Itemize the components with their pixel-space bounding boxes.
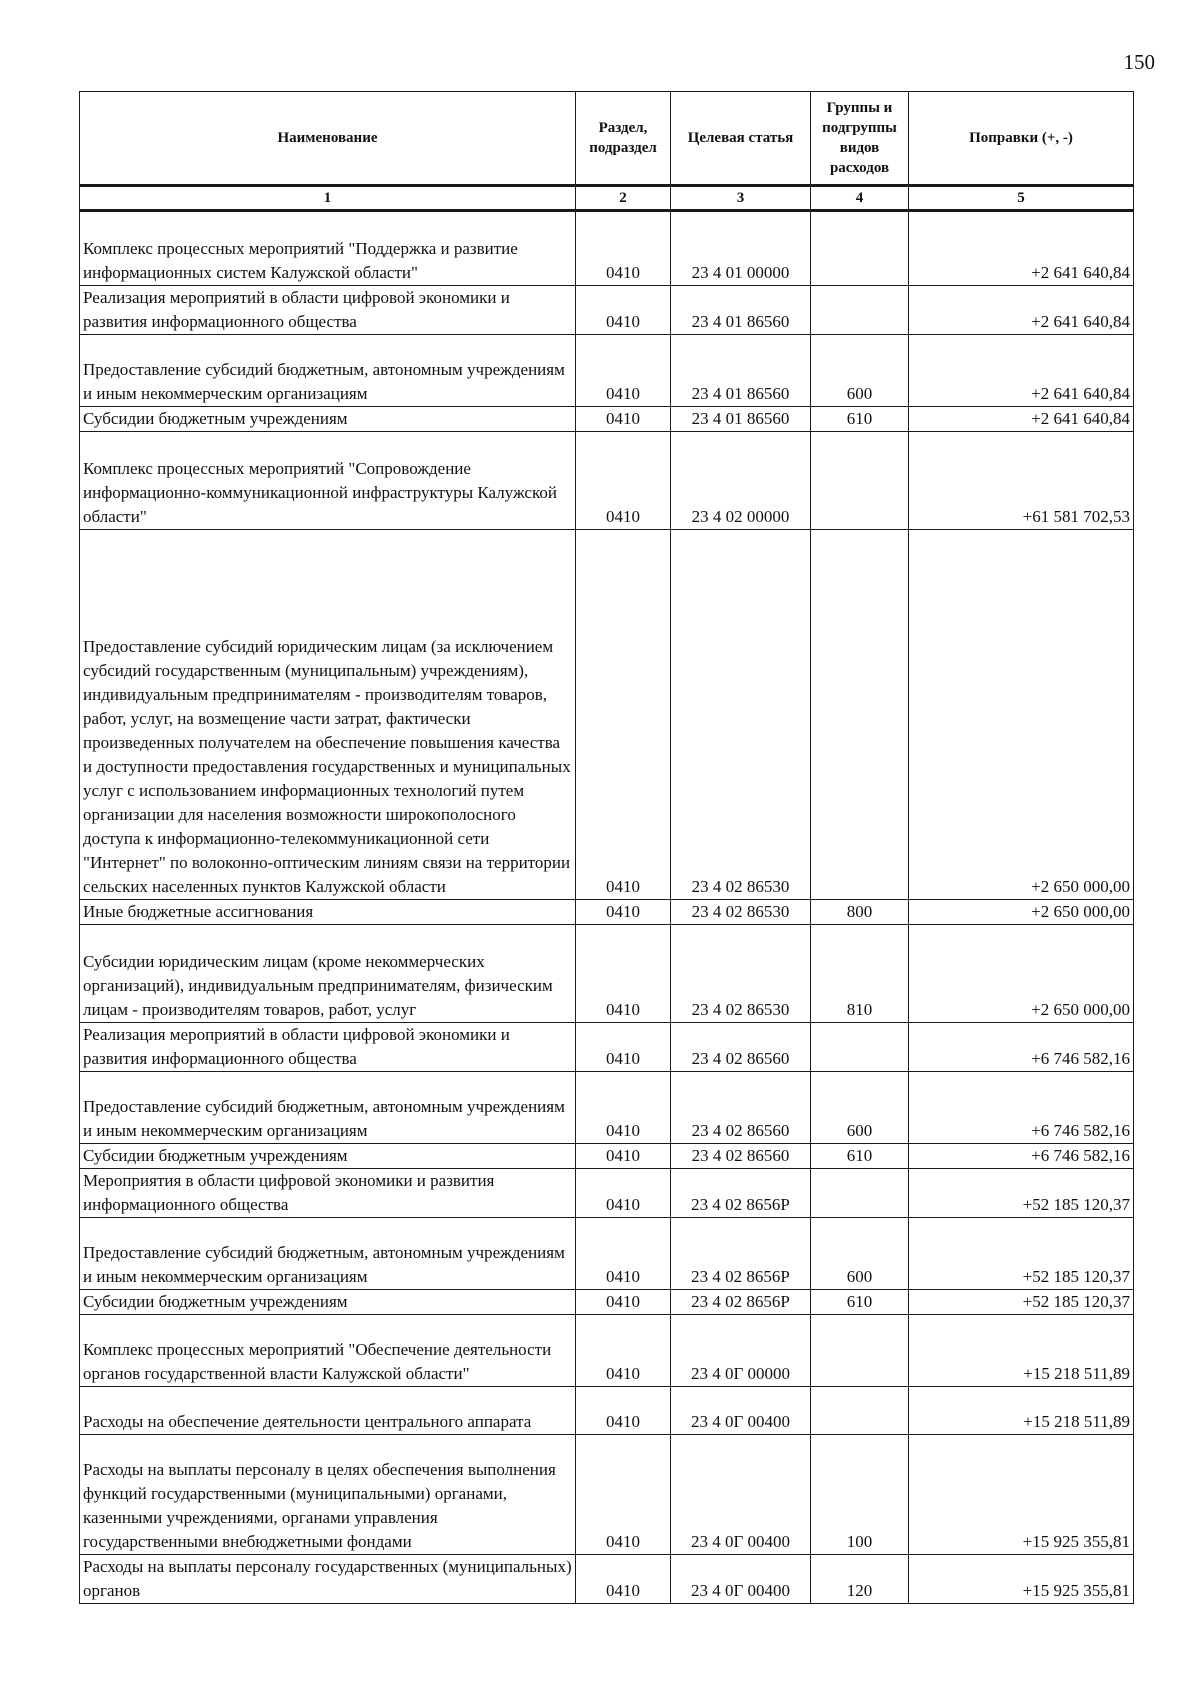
row-amount: +61 581 702,53 [909,432,1134,530]
row-section: 0410 [576,530,671,900]
row-name: Расходы на выплаты персоналу государственных (муниципальных) органов [80,1555,576,1604]
row-amount: +15 218 511,89 [909,1387,1134,1435]
row-group [811,432,909,530]
row-target: 23 4 02 00000 [671,432,811,530]
column-number: 4 [811,186,909,211]
row-section: 0410 [576,1144,671,1169]
row-amount: +2 650 000,00 [909,530,1134,900]
row-name: Субсидии бюджетным учреждениям [80,407,576,432]
table-row [80,1218,1134,1290]
row-target: 23 4 02 86560 [671,1023,811,1072]
row-group: 600 [811,1218,909,1290]
row-section: 0410 [576,925,671,1023]
row-amount: +52 185 120,37 [909,1169,1134,1218]
row-name: Комплекс процессных мероприятий "Поддержка и развитие информационных систем Калужской области" [80,211,576,286]
row-group [811,1169,909,1218]
row-section: 0410 [576,1290,671,1315]
row-amount: +15 925 355,81 [909,1555,1134,1604]
row-group: 610 [811,407,909,432]
row-target: 23 4 02 8656Р [671,1169,811,1218]
table-row [80,1169,1134,1218]
row-group: 800 [811,900,909,925]
row-amount: +6 746 582,16 [909,1072,1134,1144]
row-group [811,1023,909,1072]
table-row [80,1290,1134,1315]
row-section: 0410 [576,1435,671,1555]
column-numbers-row [80,186,1134,211]
table-row [80,432,1134,530]
row-amount: +52 185 120,37 [909,1290,1134,1315]
row-amount: +2 641 640,84 [909,211,1134,286]
row-name: Субсидии юридическим лицам (кроме некоммерческих организаций), индивидуальным предпринимателям, физическим лицам - производителям товаров, работ, услуг [80,925,576,1023]
budget-table [79,91,1134,1604]
row-name: Мероприятия в области цифровой экономики и развития информационного общества [80,1169,576,1218]
row-amount: +2 650 000,00 [909,900,1134,925]
row-name: Реализация мероприятий в области цифровой экономики и развития информационного общества [80,1023,576,1072]
row-target: 23 4 02 86530 [671,530,811,900]
table-row [80,1023,1134,1072]
row-target: 23 4 02 8656Р [671,1218,811,1290]
row-name: Комплекс процессных мероприятий "Обеспечение деятельности органов государственной власти Калужской области" [80,1315,576,1387]
table-row [80,286,1134,335]
row-name: Расходы на выплаты персоналу в целях обеспечения выполнения функций государственными (муниципальными) органами, казенными учреждениями, органами управления государственными внебюджетными фондами [80,1435,576,1555]
row-section: 0410 [576,1555,671,1604]
header-target: Целевая статья [671,92,811,186]
row-group: 120 [811,1555,909,1604]
column-number: 1 [80,186,576,211]
row-amount: +15 925 355,81 [909,1435,1134,1555]
column-number: 2 [576,186,671,211]
row-target: 23 4 0Г 00400 [671,1435,811,1555]
row-target: 23 4 01 86560 [671,335,811,407]
row-name: Комплекс процессных мероприятий "Сопровождение информационно-коммуникационной инфраструктуры Калужской области" [80,432,576,530]
row-group [811,530,909,900]
table-row [80,1555,1134,1604]
row-target: 23 4 01 00000 [671,211,811,286]
row-name: Предоставление субсидий юридическим лицам (за исключением субсидий государственным (муниципальным) учреждениям), индивидуальным предпринимателям - производителям товаров, работ, услуг, на возмещение части затрат, фактически произведенных получателем на обеспечение повышения качества и доступности предоставления государственных и муниципальных услуг с использованием информационных технологий путем организации для населения возможности широкополосного доступа к информационно-телекоммуникационной сети "Интернет" по волоконно-оптическим линиям связи на территории сельских населенных пунктов Калужской области [80,530,576,900]
header-name: Наименование [80,92,576,186]
row-name: Предоставление субсидий бюджетным, автономным учреждениям и иным некоммерческим организациям [80,1072,576,1144]
row-name: Предоставление субсидий бюджетным, автономным учреждениям и иным некоммерческим организациям [80,1218,576,1290]
row-target: 23 4 0Г 00000 [671,1315,811,1387]
table-row [80,407,1134,432]
table-row [80,211,1134,286]
row-group [811,1315,909,1387]
header-group: Группы и подгруппы видов расходов [811,92,909,186]
table-row [80,335,1134,407]
table-row [80,1072,1134,1144]
table-row [80,1315,1134,1387]
row-name: Реализация мероприятий в области цифровой экономики и развития информационного общества [80,286,576,335]
row-section: 0410 [576,407,671,432]
row-amount: +2 641 640,84 [909,335,1134,407]
table-row [80,530,1134,900]
row-section: 0410 [576,286,671,335]
row-group: 610 [811,1144,909,1169]
row-target: 23 4 0Г 00400 [671,1555,811,1604]
row-section: 0410 [576,211,671,286]
row-target: 23 4 02 8656Р [671,1290,811,1315]
header-amount: Поправки (+, -) [909,92,1134,186]
row-group [811,211,909,286]
row-section: 0410 [576,432,671,530]
row-group: 600 [811,335,909,407]
row-amount: +2 641 640,84 [909,286,1134,335]
row-target: 23 4 01 86560 [671,407,811,432]
row-target: 23 4 01 86560 [671,286,811,335]
row-section: 0410 [576,1072,671,1144]
row-target: 23 4 02 86530 [671,900,811,925]
row-amount: +52 185 120,37 [909,1218,1134,1290]
row-section: 0410 [576,1023,671,1072]
row-amount: +15 218 511,89 [909,1315,1134,1387]
row-target: 23 4 0Г 00400 [671,1387,811,1435]
row-group [811,286,909,335]
table-row [80,900,1134,925]
row-section: 0410 [576,900,671,925]
column-number: 3 [671,186,811,211]
row-section: 0410 [576,335,671,407]
column-number: 5 [909,186,1134,211]
row-target: 23 4 02 86560 [671,1072,811,1144]
row-group: 600 [811,1072,909,1144]
row-group: 810 [811,925,909,1023]
row-amount: +2 641 640,84 [909,407,1134,432]
row-name: Субсидии бюджетным учреждениям [80,1290,576,1315]
header-section: Раздел, подраздел [576,92,671,186]
table-row [80,1435,1134,1555]
header-row [80,92,1134,186]
row-group [811,1387,909,1435]
row-name: Иные бюджетные ассигнования [80,900,576,925]
row-amount: +6 746 582,16 [909,1144,1134,1169]
row-amount: +6 746 582,16 [909,1023,1134,1072]
row-section: 0410 [576,1387,671,1435]
row-amount: +2 650 000,00 [909,925,1134,1023]
table-row [80,925,1134,1023]
table-row [80,1144,1134,1169]
row-name: Предоставление субсидий бюджетным, автономным учреждениям и иным некоммерческим организациям [80,335,576,407]
page-number: 150 [1123,50,1155,74]
row-section: 0410 [576,1169,671,1218]
row-target: 23 4 02 86530 [671,925,811,1023]
table-row [80,1387,1134,1435]
row-target: 23 4 02 86560 [671,1144,811,1169]
row-name: Расходы на обеспечение деятельности центрального аппарата [80,1387,576,1435]
row-name: Субсидии бюджетным учреждениям [80,1144,576,1169]
row-group: 610 [811,1290,909,1315]
row-section: 0410 [576,1218,671,1290]
row-section: 0410 [576,1315,671,1387]
row-group: 100 [811,1435,909,1555]
